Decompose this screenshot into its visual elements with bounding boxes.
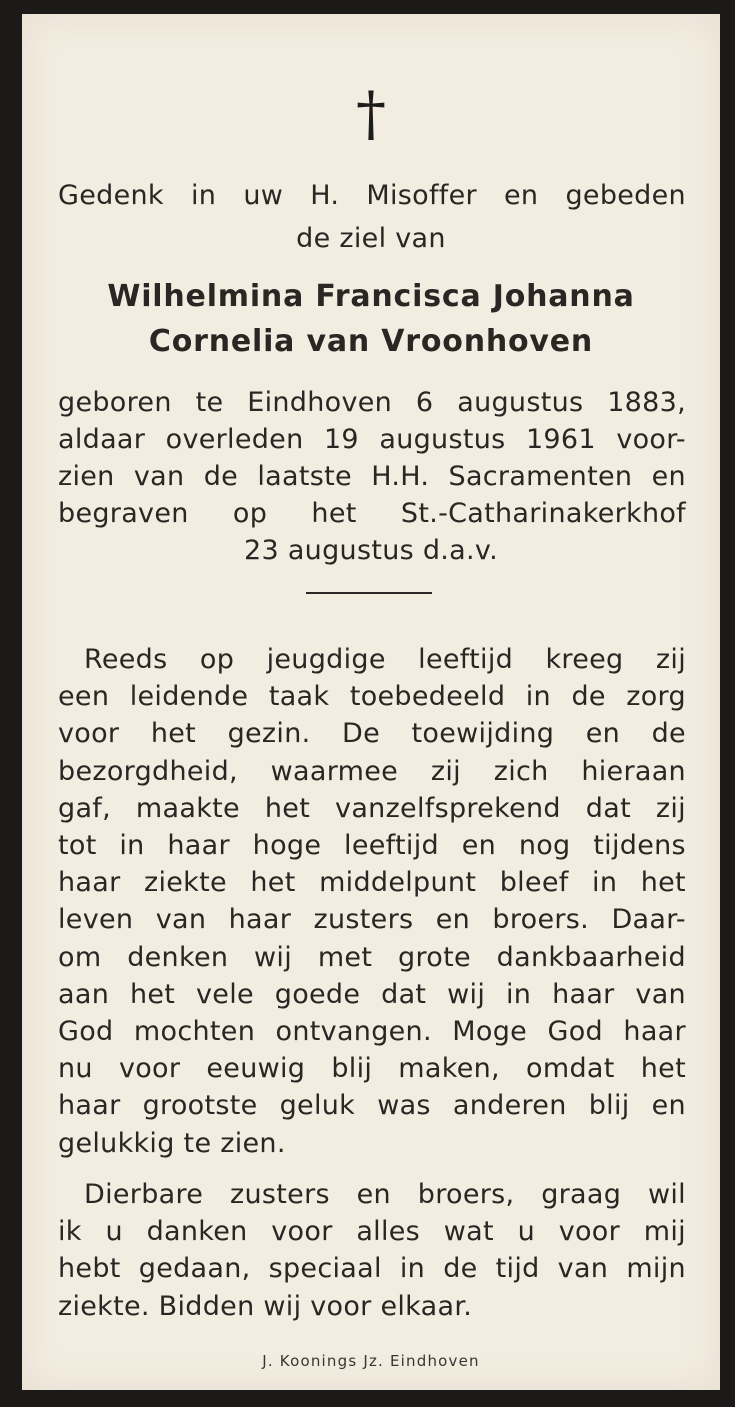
details-line-3: zien van de laatste H.H. Sacramenten en: [58, 461, 686, 492]
paragraph-line: leven van haar zusters en broers. Daar-: [58, 904, 686, 936]
paragraph-line: Reeds op jeugdige leeftijd kreeg zij: [84, 644, 686, 675]
paragraph-line: aan het vele goede dat wij in haar van: [58, 978, 686, 1010]
invocation-line-1: Gedenk in uw H. Misoffer en gebeden: [58, 180, 686, 211]
paragraph-line: ik u danken voor alles wat u voor mij: [58, 1216, 686, 1248]
paragraph-line: hebt gedaan, speciaal in de tijd van mijn: [58, 1253, 686, 1285]
deceased-name-line-2: Cornelia van Vroonhoven: [148, 324, 594, 359]
deceased-name-line-1: Wilhelmina Francisca Johanna: [107, 279, 635, 314]
details-line-5: 23 augustus d.a.v.: [244, 535, 498, 566]
paragraph-line: bezorgdheid, waarmee zij zich hieraan: [58, 755, 686, 787]
details-line-1: geboren te Eindhoven 6 augustus 1883,: [58, 387, 686, 418]
paragraph-line: ziekte. Bidden wij voor elkaar.: [58, 1290, 473, 1322]
paragraph-line: God mochten ontvangen. Moge God haar: [58, 1016, 686, 1047]
paragraph-line: een leidende taak toebedeeld in de zorg: [58, 681, 686, 713]
invocation-line-2: de ziel van: [296, 223, 446, 254]
paragraph-line: voor het gezin. De toewijding en de: [58, 718, 686, 750]
paragraph-line: om denken wij met grote dankbaarheid: [58, 941, 686, 973]
paragraph-line: haar grootste geluk was anderen blij en: [58, 1090, 686, 1122]
paragraph-line: gaf, maakte het vanzelfsprekend dat zij: [58, 792, 686, 824]
cross-icon: †: [356, 79, 386, 149]
paragraph-line: Dierbare zusters en broers, graag wil: [84, 1179, 686, 1210]
divider: [306, 592, 432, 594]
details-line-4: begraven op het St.-Catharinakerkhof: [58, 498, 686, 529]
paragraph-line: tot in haar hoge leeftijd en nog tijdens: [58, 830, 686, 861]
paragraph-line: gelukkig te zien.: [58, 1127, 286, 1159]
memorial-card: [22, 14, 720, 1390]
details-line-2: aldaar overleden 19 augustus 1961 voor-: [58, 424, 686, 455]
printer-imprint: J. Koonings Jz. Eindhoven: [262, 1352, 480, 1370]
paragraph-line: haar ziekte het middelpunt bleef in het: [58, 867, 686, 899]
paragraph-line: nu voor eeuwig blij maken, omdat het: [58, 1053, 686, 1085]
